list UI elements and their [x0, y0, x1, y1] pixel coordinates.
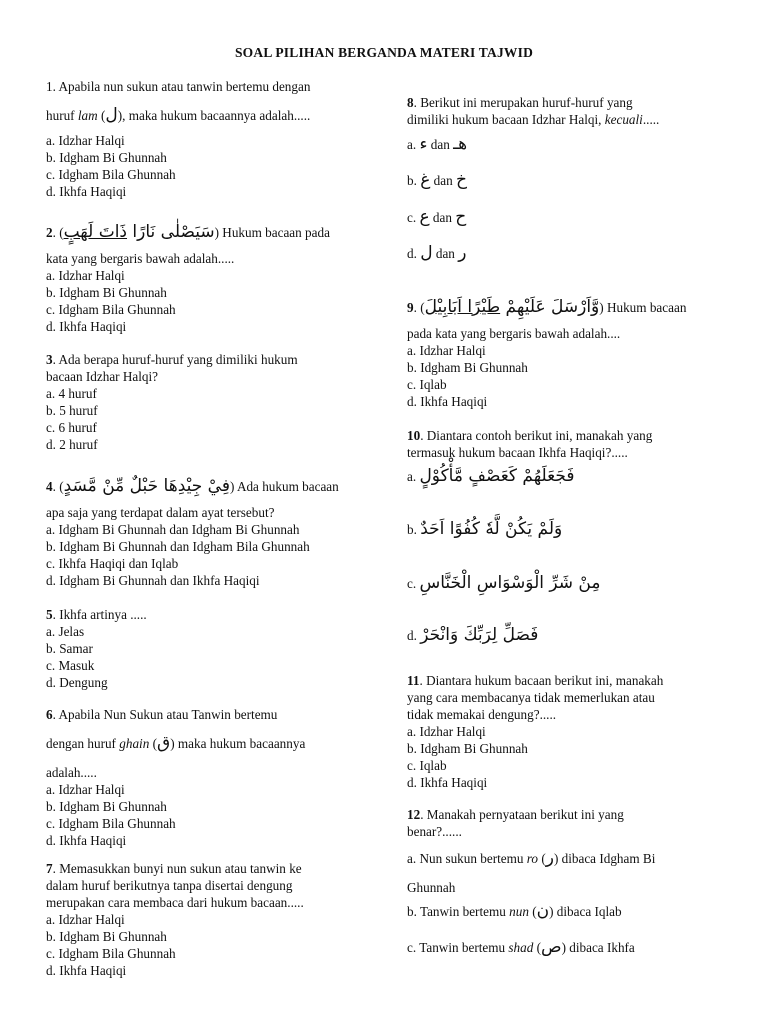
option-a: a. Jelas	[46, 624, 85, 639]
question-text: dimiliki hukum bacaan Idzhar Halqi,	[407, 112, 605, 127]
arabic-letter: خ	[455, 170, 467, 190]
question-2-line-1	[46, 222, 368, 242]
option-c: c. 6 huruf	[46, 420, 97, 435]
question-4-line-1	[46, 476, 368, 496]
option-text: dan	[432, 246, 459, 261]
arabic-verse: فَصَلِّ لِرَبِّكَ وَانْحَرْ	[420, 625, 539, 645]
question-text: . Manakah pernyataan berikut ini yang	[420, 807, 624, 822]
question-10-option-d	[407, 625, 729, 645]
option-a: a. Idzhar Halqi	[46, 782, 125, 797]
question-10-line-1	[407, 427, 729, 444]
question-4	[46, 476, 368, 589]
option-c: c. Iqlab	[407, 758, 447, 773]
arabic-letter: ن	[536, 901, 550, 921]
option-b: b. Idgham Bi Ghunnah	[407, 360, 528, 375]
option-d: d. Ikhfa Haqiqi	[407, 775, 488, 790]
option-prefix: c.	[407, 210, 420, 225]
question-number: 7	[46, 861, 53, 876]
paren-open: . (	[413, 300, 425, 315]
option-b: b. Idgham Bi Ghunnah dan Idgham Bila Ghunnah	[46, 539, 310, 554]
option-d: d. Ikhfa Haqiqi	[46, 833, 127, 848]
paren-close: )	[599, 300, 604, 315]
option-c: c. Idgham Bila Ghunnah	[46, 946, 176, 961]
option-prefix: d.	[407, 246, 421, 261]
arabic-letter: ق	[157, 733, 171, 753]
option-prefix: b.	[407, 173, 421, 188]
question-text: Hukum bacaan pada	[219, 225, 330, 240]
question-text: huruf	[46, 108, 78, 123]
question-3-line-2: bacaan Idzhar Halqi?	[46, 369, 159, 384]
question-number: 12	[407, 807, 421, 822]
question-text: Ada hukum bacaan	[234, 479, 339, 494]
question-7	[46, 860, 368, 979]
arabic-letter: ل	[105, 105, 118, 125]
arabic-verse: مِنْ شَرِّ الْوَسْوَاسِ الْخَنَّاسِ	[419, 573, 601, 593]
option-c: c. Idgham Bila Ghunnah	[46, 302, 176, 317]
question-5	[46, 606, 368, 691]
option-prefix: b.	[407, 522, 421, 537]
question-8-option-c	[407, 209, 729, 226]
question-7-line-1	[46, 860, 368, 877]
question-1-line-2	[46, 107, 368, 124]
letter-name: ghain	[119, 736, 150, 751]
paren-open: (	[538, 851, 546, 866]
question-text: . Memasukkan bunyi nun sukun atau tanwin ke	[52, 861, 302, 876]
arabic-letter: ر	[458, 243, 467, 263]
arabic-letter: هـ	[453, 134, 468, 154]
option-text: ) dibaca Idgham Bi	[553, 851, 656, 866]
option-d: d. Dengung	[46, 675, 108, 690]
option-a: a. 4 huruf	[46, 386, 97, 401]
question-12-option-b	[407, 903, 729, 920]
arabic-letter: ع	[419, 207, 430, 227]
question-text: ) maka hukum bacaannya	[170, 736, 306, 751]
option-b: b. 5 huruf	[46, 403, 98, 418]
option-c: c. Masuk	[46, 658, 95, 673]
page-title: SOAL PILIHAN BERGANDA MATERI TAJWID	[234, 45, 534, 60]
question-6	[46, 706, 368, 849]
question-11-line-2: yang cara membacanya tidak memerlukan atau	[407, 690, 655, 705]
arabic-verse-plain: سَيَصْلٰى نَارًا	[127, 222, 215, 242]
option-d: d. Ikhfa Haqiqi	[46, 319, 127, 334]
question-text: Apabila nun sukun atau tanwin bertemu dengan	[58, 79, 311, 94]
letter-name: nun	[509, 904, 529, 919]
question-number: 6	[46, 707, 53, 722]
question-10	[407, 427, 729, 461]
arabic-letter: ر	[545, 848, 554, 868]
question-9-line-1	[407, 297, 729, 317]
arabic-verse-underlined: ذَاتَ لَهَبٍ	[63, 222, 128, 242]
question-11-line-3: tidak memakai dengung?.....	[407, 707, 557, 722]
question-text: . Ada berapa huruf-huruf yang dimiliki hukum	[52, 352, 298, 367]
paren-open: (	[533, 940, 541, 955]
option-c: c. Ikhfa Haqiqi dan Iqlab	[46, 556, 179, 571]
option-text: Ghunnah	[407, 880, 456, 895]
question-text: . Apabila Nun Sukun atau Tanwin bertemu	[52, 707, 278, 722]
option-b: b. Idgham Bi Ghunnah	[46, 929, 167, 944]
arabic-verse-underlined: طَيْرًا اَبَابِيْلَ	[424, 297, 501, 317]
option-a: a. Idzhar Halqi	[46, 133, 125, 148]
question-text: . Diantara contoh berikut ini, manakah yang	[420, 428, 653, 443]
paren-open: (	[149, 736, 157, 751]
option-d: d. Idgham Bi Ghunnah dan Ikhfa Haqiqi	[46, 573, 260, 588]
option-prefix: a.	[407, 469, 420, 484]
arabic-verse: وَلَمْ يَكُنْ لَّهٗ كُفُوًا اَحَدٌ	[420, 519, 563, 539]
arabic-letter: ء	[419, 134, 428, 154]
option-b: b. Idgham Bi Ghunnah	[46, 150, 167, 165]
option-d: d. 2 huruf	[46, 437, 98, 452]
question-2-line-2: kata yang bergaris bawah adalah.....	[46, 251, 235, 266]
question-2	[46, 222, 368, 335]
question-1	[46, 78, 368, 200]
option-a: a. Idgham Bi Ghunnah dan Idgham Bi Ghunnah	[46, 522, 300, 537]
question-text: . Diantara hukum bacaan berikut ini, manakah	[419, 673, 664, 688]
option-a: a. Idzhar Halqi	[46, 268, 125, 283]
arabic-verse-plain: وَّاَرْسَلَ عَلَيْهِمْ	[500, 297, 600, 317]
option-prefix: a.	[407, 137, 420, 152]
question-6-line-2	[46, 735, 368, 752]
question-9	[407, 297, 729, 410]
arabic-verse: فَجَعَلَهُمْ كَعَصْفٍ مَّأْكُوْلٍ	[419, 466, 575, 486]
option-c: c. Iqlab	[407, 377, 447, 392]
letter-name: ro	[526, 851, 539, 866]
option-text: c. Tanwin bertemu	[407, 940, 509, 955]
question-12-line-1	[407, 806, 729, 823]
question-3-line-1	[46, 351, 368, 368]
option-b: b. Idgham Bi Ghunnah	[46, 799, 167, 814]
option-text: a. Nun sukun bertemu	[407, 851, 527, 866]
paren-close: )	[229, 479, 235, 494]
question-number: 1.	[46, 79, 56, 94]
option-a: a. Idzhar Halqi	[407, 343, 486, 358]
question-8-option-d	[407, 245, 729, 262]
question-1-line-1	[46, 78, 368, 95]
option-text: dan	[429, 210, 456, 225]
question-text: .....	[642, 112, 660, 127]
question-number: 11	[407, 673, 420, 688]
arabic-verse	[425, 297, 600, 317]
arabic-letter: غ	[420, 170, 431, 190]
question-9-line-2: pada kata yang bergaris bawah adalah....	[407, 326, 621, 341]
question-12-option-c	[407, 939, 729, 956]
question-text: Hukum bacaan	[603, 300, 687, 315]
question-8-line-1	[407, 94, 729, 111]
question-text: . Berikut ini merupakan huruf-huruf yang	[413, 95, 633, 110]
question-8-option-a	[407, 136, 729, 153]
question-3	[46, 351, 368, 453]
option-text: ) dibaca Ikhfa	[561, 940, 635, 955]
option-c: c. Idgham Bila Ghunnah	[46, 816, 176, 831]
question-number: 10	[407, 428, 421, 443]
question-4-line-2: apa saja yang terdapat dalam ayat tersebut?	[46, 505, 275, 520]
option-prefix: c.	[407, 576, 420, 591]
question-7-line-3: merupakan cara membaca dari hukum bacaan.....	[46, 895, 304, 910]
question-10-option-c	[407, 573, 729, 593]
question-8	[407, 94, 729, 128]
arabic-letter: ح	[455, 207, 467, 227]
paren-open: . (	[52, 225, 64, 240]
option-text: dan	[430, 173, 456, 188]
question-11-line-1	[407, 672, 729, 689]
question-number: 3	[46, 352, 53, 367]
question-10-option-a	[407, 466, 729, 486]
paren-open: (	[528, 904, 537, 919]
option-text: ) dibaca Iqlab	[549, 904, 622, 919]
question-6-line-1	[46, 706, 368, 723]
letter-name: shad	[508, 940, 534, 955]
option-d: d. Ikhfa Haqiqi	[407, 394, 488, 409]
question-text: ), maka hukum bacaannya adalah.....	[117, 108, 311, 123]
paren-close: )	[214, 225, 219, 240]
question-7-line-2: dalam huruf berikutnya tanpa disertai dengung	[46, 878, 293, 893]
question-number: 9	[407, 300, 414, 315]
letter-name: lam	[77, 108, 98, 123]
question-number: 5	[46, 607, 53, 622]
option-d: d. Ikhfa Haqiqi	[46, 963, 127, 978]
option-c: c. Idgham Bila Ghunnah	[46, 167, 176, 182]
option-b: b. Idgham Bi Ghunnah	[46, 285, 167, 300]
question-10-line-2: termasuk hukum bacaan Ikhfa Haqiqi?.....	[407, 445, 628, 460]
option-a: a. Idzhar Halqi	[407, 724, 486, 739]
option-d: d. Ikhfa Haqiqi	[46, 184, 127, 199]
question-6-line-3: adalah.....	[46, 765, 97, 780]
question-12	[407, 806, 729, 840]
arabic-verse: فِيْ جِيْدِهَا حَبْلٌ مِّنْ مَّسَدٍ	[63, 476, 230, 496]
paren-open: . (	[52, 479, 64, 494]
option-text: dan	[427, 137, 454, 152]
paren-open: (	[97, 108, 106, 123]
question-8-line-2	[407, 111, 729, 128]
option-a: a. Idzhar Halqi	[46, 912, 125, 927]
question-number: 8	[407, 95, 414, 110]
question-10-option-b	[407, 519, 729, 539]
arabic-verse	[64, 222, 215, 242]
question-5-line-1	[46, 606, 368, 623]
question-text: dengan huruf	[46, 736, 120, 751]
option-b: b. Idgham Bi Ghunnah	[407, 741, 528, 756]
question-number: 4	[46, 479, 53, 494]
option-b: b. Samar	[46, 641, 93, 656]
question-8-option-b	[407, 172, 729, 189]
arabic-letter: ص	[541, 937, 562, 957]
arabic-letter: ل	[420, 243, 433, 263]
question-text: . Ikhfa artinya .....	[52, 607, 147, 622]
option-text: b. Tanwin bertemu	[407, 904, 510, 919]
question-emphasis: kecuali	[604, 112, 643, 127]
question-11	[407, 672, 729, 791]
question-number: 2	[46, 225, 53, 240]
option-prefix: d.	[407, 628, 421, 643]
question-12-option-a	[407, 850, 729, 896]
question-12-line-2: benar?......	[407, 824, 462, 839]
